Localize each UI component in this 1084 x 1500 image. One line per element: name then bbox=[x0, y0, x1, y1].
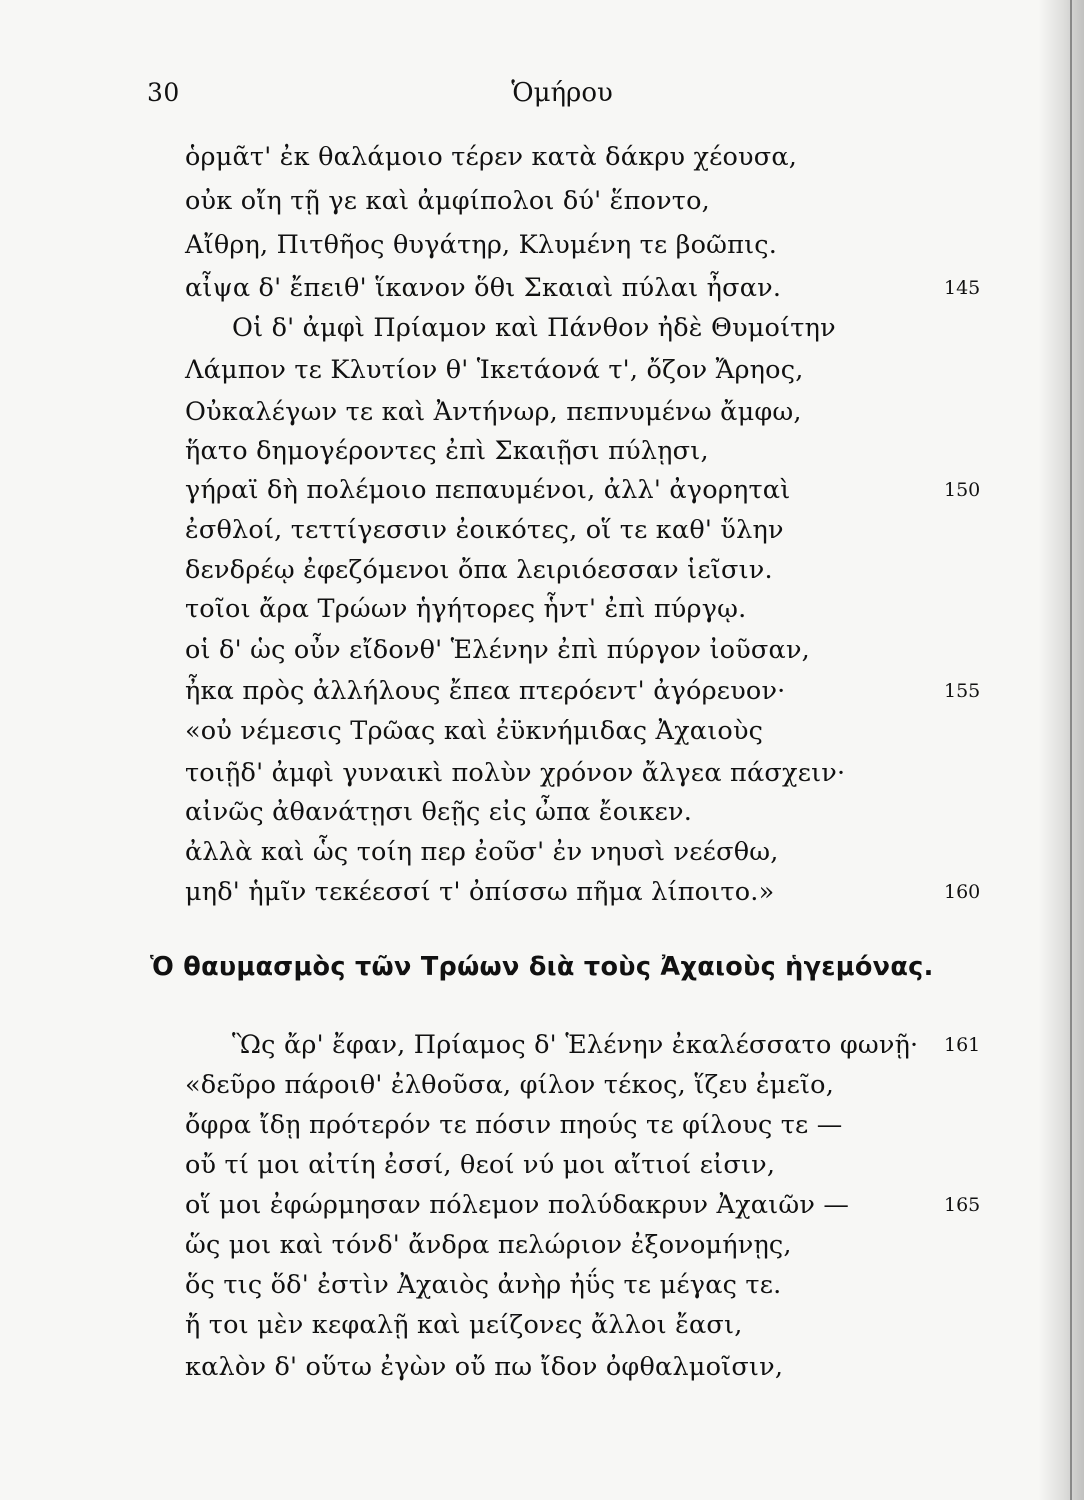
verse-text: Ὣς ἄρ' ἔφαν, Πρίαμος δ' Ἑλένην ἐκαλέσσατο φωνῇ· bbox=[232, 1030, 919, 1060]
verse-text: ἦκα πρὸς ἀλλήλους ἔπεα πτερόεντ' ἀγόρευον· bbox=[185, 676, 786, 706]
verse-line bbox=[0, 1190, 1084, 1230]
verse-text: καλὸν δ' οὕτω ἐγὼν οὔ πω ἴδον ὀφθαλμοῖσιν, bbox=[185, 1352, 784, 1382]
line-number: 145 bbox=[944, 277, 981, 299]
section-heading: Ὁ θαυμασμὸς τῶν Τρώων διὰ τοὺς Ἀχαιοὺς ἡγεμόνας. bbox=[150, 952, 934, 982]
verse-text: «δεῦρο πάροιθ' ἐλθοῦσα, φίλον τέκος, ἵζευ ἐμεῖο, bbox=[185, 1070, 835, 1100]
verse-text: δενδρέῳ ἐφεζόμενοι ὄπα λειριόεσσαν ἱεῖσιν. bbox=[185, 555, 773, 585]
verse-text: οἵ μοι ἐφώρμησαν πόλεμον πολύδακρυν Ἀχαιῶν — bbox=[185, 1190, 850, 1220]
verse-line bbox=[0, 594, 1084, 634]
line-number: 150 bbox=[944, 479, 981, 501]
verse-line bbox=[0, 635, 1084, 675]
verse-line bbox=[0, 142, 1084, 182]
verse-text: ὅς τις ὅδ' ἐστὶν Ἀχαιὸς ἀνὴρ ἠΰς τε μέγας τε. bbox=[185, 1270, 782, 1300]
verse-line bbox=[0, 1270, 1084, 1310]
verse-line bbox=[0, 1110, 1084, 1150]
verse-text: Λάμπον τε Κλυτίον θ' Ἱκετάονά τ', ὄζον Ἄρηος, bbox=[185, 355, 804, 385]
verse-line bbox=[0, 313, 1084, 353]
verse-line bbox=[0, 515, 1084, 555]
verse-line bbox=[0, 837, 1084, 877]
verse-line bbox=[0, 230, 1084, 270]
verse-line bbox=[0, 676, 1084, 716]
verse-line bbox=[0, 877, 1084, 917]
verse-text: ἀλλὰ καὶ ὧς τοίη περ ἐοῦσ' ἐν νηυσὶ νεέσθω, bbox=[185, 837, 779, 867]
verse-text: γήραϊ δὴ πολέμοιο πεπαυμένοι, ἀλλ' ἀγορηταὶ bbox=[185, 475, 791, 505]
verse-text: ἐσθλοί, τεττίγεσσιν ἐοικότες, οἵ τε καθ' ὕλην bbox=[185, 515, 784, 545]
verse-text: τοῖοι ἄρα Τρώων ἡγήτορες ἧντ' ἐπὶ πύργῳ. bbox=[185, 594, 747, 624]
verse-line bbox=[0, 797, 1084, 837]
running-title: Ὁμήρου bbox=[511, 78, 613, 108]
line-number: 165 bbox=[944, 1194, 981, 1216]
line-number: 160 bbox=[944, 881, 981, 903]
verse-line bbox=[0, 758, 1084, 798]
verse-text: τοιῇδ' ἀμφὶ γυναικὶ πολὺν χρόνον ἄλγεα πάσχειν· bbox=[185, 758, 846, 788]
page-number: 30 bbox=[147, 78, 180, 107]
verse-line bbox=[0, 1070, 1084, 1110]
line-number: 161 bbox=[944, 1034, 981, 1056]
verse-line bbox=[0, 1150, 1084, 1190]
verse-text: οὔ τί μοι αἰτίη ἐσσί, θεοί νύ μοι αἴτιοί εἰσιν, bbox=[185, 1150, 776, 1180]
verse-line bbox=[0, 1352, 1084, 1392]
verse-line bbox=[0, 1030, 1084, 1070]
verse-text: ἤ τοι μὲν κεφαλῇ καὶ μείζονες ἄλλοι ἔασι, bbox=[185, 1310, 743, 1340]
verse-text: «οὐ νέμεσις Τρῶας καὶ ἐϋκνήμιδας Ἀχαιοὺς bbox=[185, 716, 764, 746]
line-number: 155 bbox=[944, 680, 981, 702]
verse-text: ἥατο δημογέροντες ἐπὶ Σκαιῇσι πύλῃσι, bbox=[185, 436, 709, 466]
verse-line bbox=[0, 555, 1084, 595]
verse-line bbox=[0, 273, 1084, 313]
verse-line bbox=[0, 716, 1084, 756]
verse-line bbox=[0, 436, 1084, 476]
verse-line bbox=[0, 397, 1084, 437]
verse-text: Αἴθρη, Πιτθῆος θυγάτηρ, Κλυμένη τε βοῶπις. bbox=[185, 230, 778, 260]
verse-text: αἰνῶς ἀθανάτῃσι θεῇς εἰς ὦπα ἔοικεν. bbox=[185, 797, 693, 827]
verse-text: αἶψα δ' ἔπειθ' ἵκανον ὅθι Σκαιαὶ πύλαι ἦσαν. bbox=[185, 273, 782, 303]
verse-text: ὁρμᾶτ' ἐκ θαλάμοιο τέρεν κατὰ δάκρυ χέουσα, bbox=[185, 142, 798, 172]
verse-line bbox=[0, 475, 1084, 515]
verse-text: οὐκ οἴη τῇ γε καὶ ἀμφίπολοι δύ' ἕποντο, bbox=[185, 186, 710, 216]
verse-text: Οἱ δ' ἀμφὶ Πρίαμον καὶ Πάνθον ἠδὲ Θυμοίτην bbox=[232, 313, 836, 343]
verse-text: οἱ δ' ὡς οὖν εἴδονθ' Ἑλένην ἐπὶ πύργον ἰοῦσαν, bbox=[185, 635, 810, 665]
verse-text: μηδ' ἡμῖν τεκέεσσί τ' ὀπίσσω πῆμα λίποιτο.» bbox=[185, 877, 775, 907]
verse-text: Οὐκαλέγων τε καὶ Ἀντήνωρ, πεπνυμένω ἄμφω, bbox=[185, 397, 802, 427]
verse-line bbox=[0, 355, 1084, 395]
verse-line bbox=[0, 1230, 1084, 1270]
verse-text: ὄφρα ἴδῃ πρότερόν τε πόσιν πηούς τε φίλους τε — bbox=[185, 1110, 843, 1140]
verse-line bbox=[0, 1310, 1084, 1350]
verse-line bbox=[0, 186, 1084, 226]
verse-text: ὥς μοι καὶ τόνδ' ἄνδρα πελώριον ἐξονομήνῃς, bbox=[185, 1230, 792, 1260]
